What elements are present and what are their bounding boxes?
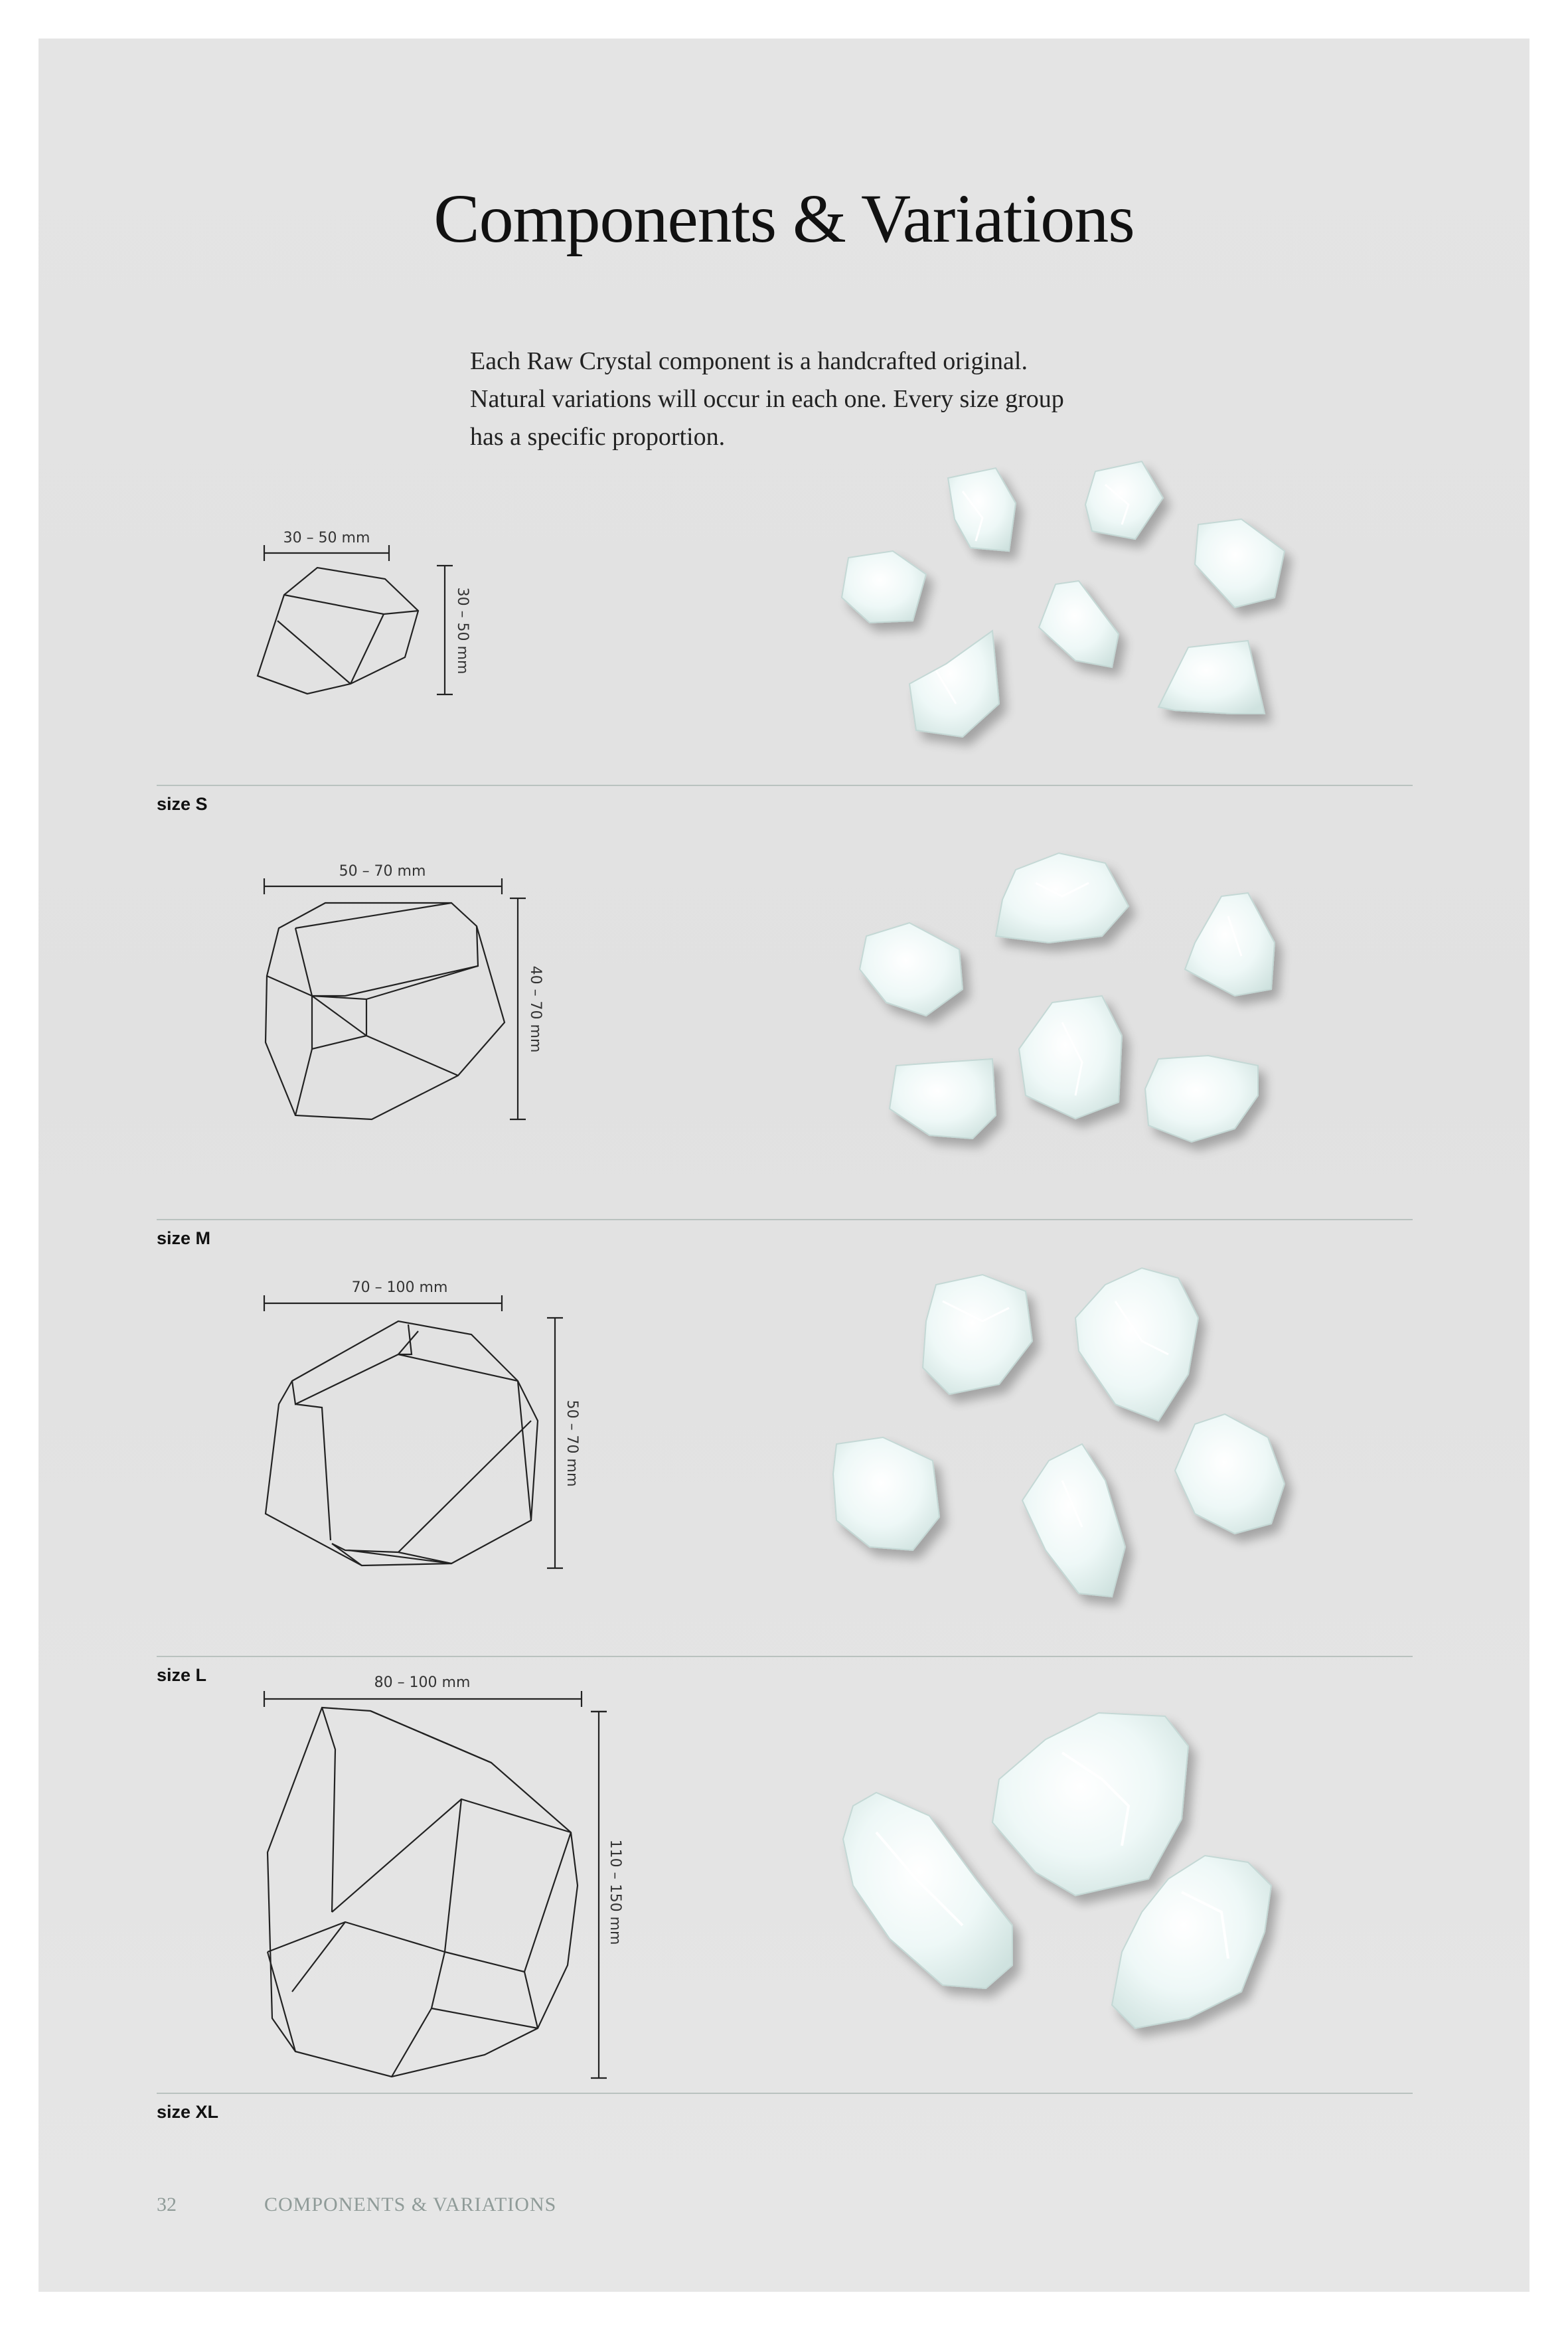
crystal-photos-s xyxy=(842,461,1285,737)
size-label-xl: size XL xyxy=(157,2102,219,2122)
intro-line: Natural variations will occur in each one. Every size group xyxy=(470,385,1064,413)
dimension-height-l: 50 – 70 mm xyxy=(564,1400,580,1487)
crystal-photo xyxy=(992,1713,1188,1895)
crystal-photo xyxy=(948,468,1016,551)
page-number: 32 xyxy=(157,2194,177,2215)
crystal-photo xyxy=(923,1275,1032,1394)
crystal-photo xyxy=(1022,1444,1125,1597)
crystal-photo xyxy=(1019,996,1122,1119)
crystal-photo xyxy=(1039,581,1119,667)
crystal-photo xyxy=(860,923,963,1016)
size-label-s: size S xyxy=(157,794,208,814)
dimension-height-m: 40 – 70 mm xyxy=(527,965,544,1053)
dimension-width-m: 50 – 70 mm xyxy=(339,863,426,880)
dimension-height-xl: 110 – 150 mm xyxy=(607,1839,623,1945)
crystal-diagram-xl xyxy=(264,1691,607,2078)
dimension-width-l: 70 – 100 mm xyxy=(351,1279,448,1296)
crystal-diagram-s xyxy=(258,545,453,694)
intro-line: has a specific proportion. xyxy=(470,423,726,451)
crystal-photos-m xyxy=(860,853,1275,1142)
crystal-diagram-l xyxy=(264,1295,563,1568)
crystal-photo xyxy=(1158,641,1265,714)
size-label-m: size M xyxy=(157,1228,211,1248)
dimension-width-s: 30 – 50 mm xyxy=(283,530,370,546)
crystal-photo xyxy=(833,1437,939,1550)
crystal-photo xyxy=(1075,1268,1198,1421)
dimension-width-xl: 80 – 100 mm xyxy=(374,1674,471,1691)
crystal-photo xyxy=(842,551,926,623)
size-label-l: size L xyxy=(157,1665,207,1685)
crystal-photo xyxy=(1185,893,1275,996)
intro-line: Each Raw Crystal component is a handcrafted original. xyxy=(470,347,1028,375)
crystal-photos-l xyxy=(833,1268,1285,1597)
crystal-photo xyxy=(909,631,999,737)
crystal-photo xyxy=(1195,519,1285,607)
crystal-photo xyxy=(996,853,1129,943)
crystal-photo xyxy=(890,1059,996,1139)
footer-section-title: COMPONENTS & VARIATIONS xyxy=(264,2194,557,2215)
crystal-photos-xl xyxy=(843,1713,1271,2028)
crystal-photo xyxy=(1175,1414,1285,1534)
crystal-photo xyxy=(1145,1056,1258,1142)
dimension-height-s: 30 – 50 mm xyxy=(454,587,471,675)
page-title: Components & Variations xyxy=(433,181,1135,257)
crystal-diagram-m xyxy=(264,878,526,1119)
